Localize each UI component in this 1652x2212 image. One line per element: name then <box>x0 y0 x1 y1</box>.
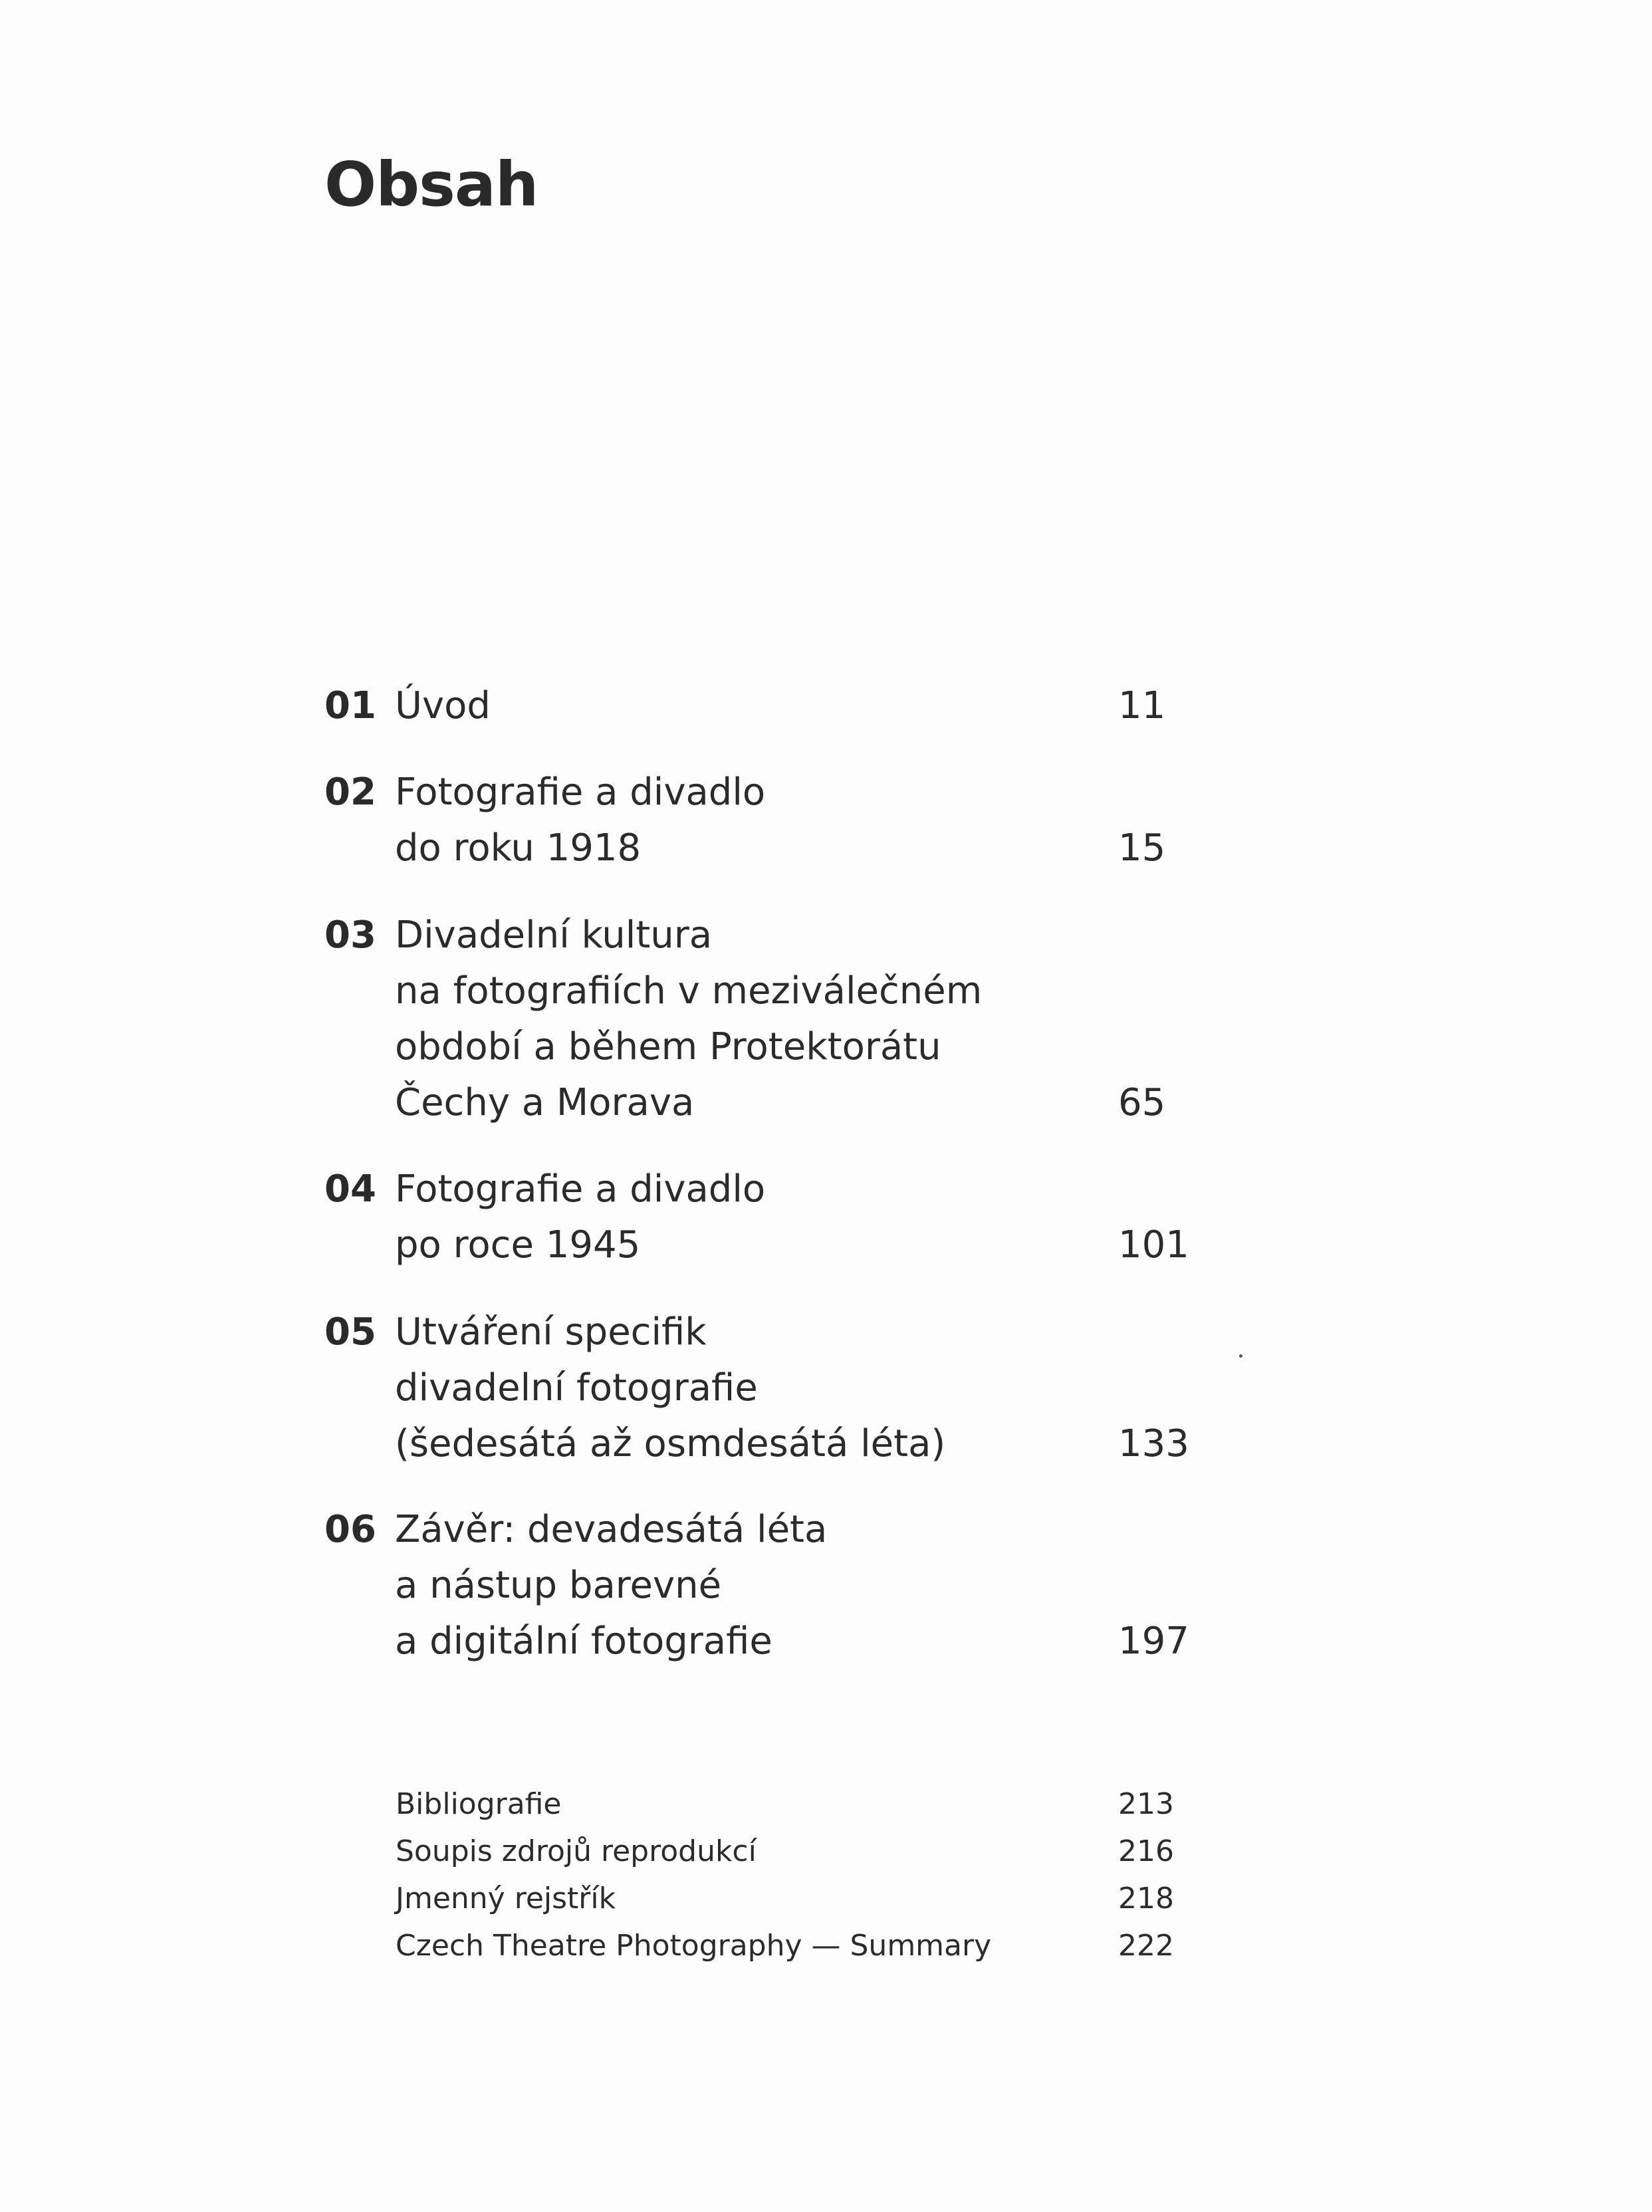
chapter-title <box>395 1162 765 1273</box>
chapter-title-line: Fotografie a divadlo <box>395 771 766 814</box>
backmatter-label: Czech Theatre Photography — Summary <box>396 1929 992 1963</box>
chapter-title-line: do roku 1918 <box>395 826 642 870</box>
chapter-page-number: 101 <box>1118 1223 1189 1267</box>
chapter-number: 06 <box>324 1508 376 1551</box>
backmatter-page-number: 218 <box>1118 1882 1174 1915</box>
chapter-number: 04 <box>324 1167 376 1211</box>
chapter-title <box>395 1502 827 1669</box>
chapter-title-line: Úvod <box>395 684 491 727</box>
chapter-title-line: Fotografie a divadlo <box>395 1167 766 1211</box>
paper-speck <box>1239 1354 1242 1358</box>
chapter-title-line: na fotografiích v meziválečném <box>395 969 983 1013</box>
backmatter-item-summary[interactable] <box>396 1922 1260 1969</box>
backmatter-item-sources[interactable] <box>396 1828 1260 1875</box>
backmatter-label: Bibliografie <box>396 1787 562 1821</box>
chapter-title-line: Závěr: devadesátá léta <box>395 1508 828 1551</box>
chapter-title-line: a nástup barevné <box>395 1564 722 1607</box>
backmatter-list <box>396 1781 1260 1969</box>
chapter-title-line: Utváření specifik <box>395 1310 707 1354</box>
chapter-title-line: (šedesátá až osmdesátá léta) <box>395 1422 946 1465</box>
backmatter-page-number: 213 <box>1118 1787 1174 1821</box>
backmatter-item-bibliography[interactable] <box>396 1781 1260 1828</box>
chapter-title-line: období a během Protektorátu <box>395 1025 941 1068</box>
backmatter-item-index[interactable] <box>396 1875 1260 1922</box>
chapter-title <box>395 678 491 734</box>
page-title: Obsah <box>324 149 538 220</box>
chapter-page-number: 133 <box>1118 1422 1189 1465</box>
chapter-title <box>395 908 982 1131</box>
chapter-page-number: 197 <box>1118 1620 1189 1663</box>
chapter-number: 03 <box>324 914 376 957</box>
chapter-page-number: 65 <box>1118 1081 1166 1124</box>
chapter-number: 02 <box>324 771 376 814</box>
chapter-title <box>395 1304 945 1472</box>
chapter-page-number: 15 <box>1118 826 1166 870</box>
backmatter-page-number: 222 <box>1118 1929 1174 1963</box>
backmatter-label: Jmenný rejstřík <box>396 1882 616 1915</box>
chapter-number: 05 <box>324 1310 376 1354</box>
chapter-title-line: Divadelní kultura <box>395 914 713 957</box>
chapter-title <box>395 765 765 876</box>
chapter-title-line: divadelní fotografie <box>395 1366 758 1410</box>
chapter-title-line: a digitální fotografie <box>395 1620 772 1663</box>
backmatter-page-number: 216 <box>1118 1834 1174 1868</box>
chapter-title-line: Čechy a Morava <box>395 1081 695 1124</box>
chapter-number: 01 <box>324 684 376 727</box>
backmatter-label: Soupis zdrojů reprodukcí <box>396 1834 757 1868</box>
chapter-page-number: 11 <box>1118 684 1166 727</box>
chapter-title-line: po roce 1945 <box>395 1223 641 1267</box>
